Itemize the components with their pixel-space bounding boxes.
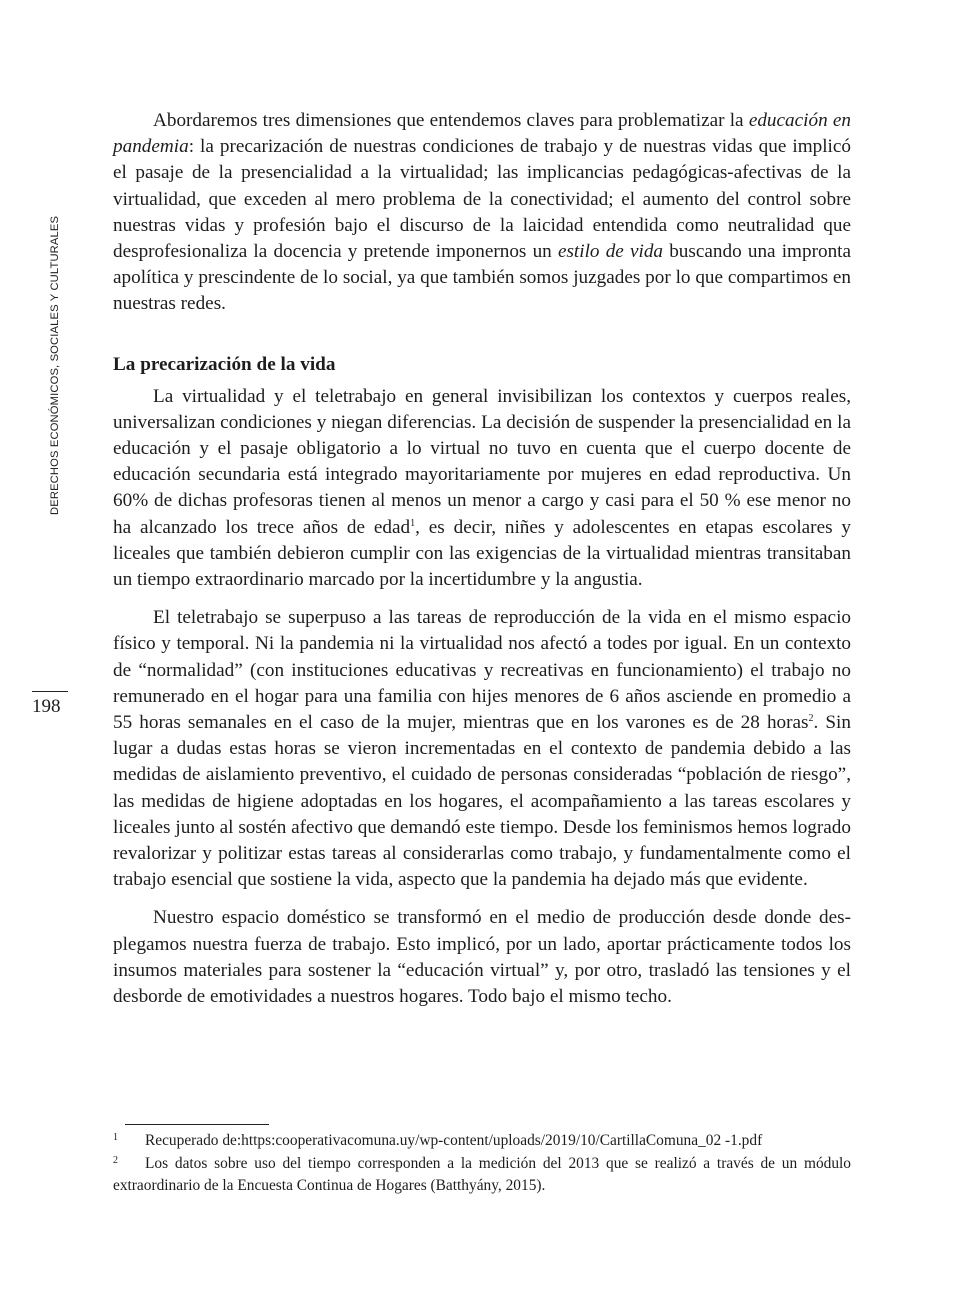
paragraph-2-text-b: , es decir, niñes y adolescentes en etapas escolares y liceales que también debieron cumplir con las exigencias de la virtualidad mientras transitaban un tiempo extraordinario marcado por la incertidumbre y la angustia. — [113, 516, 852, 591]
paragraph-2-text-a: La virtualidad y el teletrabajo en general invisibilizan los contextos y cuerpos reales, universalizan condiciones y niegan diferencias. La decisión de suspender la presencialidad en la educación y el pasaje obligatorio a lo virtual no tuvo en cuenta que el cuerpo docente de educación secundaria está integrado mayoritariamente por mujeres en edad reproductiva. Un 60% de dichas profesoras tienen al menos un menor a cargo y casi para el 50 % ese menor no ha alcanzado los trece años de edad — [113, 385, 851, 538]
paragraph-3-text-b: . Sin lugar a dudas estas horas se vieron incrementadas en el contexto de pandemia debido a las medidas de aislamiento preventivo, el cuidado de personas consideradas “población de riesgo”, las medidas de higiene adoptadas en los hogares, el acompañamiento a las tareas escolares y liceales junto al sostén afectivo que demandó este tiempo. Desde los feminismos hemos logrado revalorizar y politizar estas tareas al considerarlas como trabajo, y fundamentalmente como el trabajo esencial que sostiene la vida, aspecto que la pandemia ha dejado más que evidente. — [113, 712, 851, 891]
paragraph-1-emphasis-b: estilo de vida — [557, 241, 664, 263]
paragraph-2 — [113, 384, 851, 594]
footnote-1: 1 Recuperado de:https:cooperativacomuna.uy/wp-content/uploads/2019/10/CartillaComuna_02 -1.pdf — [113, 1132, 763, 1149]
footnote-1-text: Recuperado de:https:cooperativacomuna.uy/wp-content/uploads/2019/10/CartillaComuna_02 -1.pdf — [145, 1132, 763, 1149]
section-heading: La precarización de la vida — [113, 353, 336, 375]
footnote-2: 2 Los datos sobre uso del tiempo corresponden a la medición del 2013 que se realizó a través de un módulo extraordinario de la Encuesta Continua de Hogares (Batthyány, 2015). — [113, 1154, 851, 1194]
footnote-ref-1[interactable]: 1 — [410, 517, 416, 529]
paragraph-1-text-a: Abordaremos tres dimensiones que entendemos claves para problematizar la — [153, 110, 749, 131]
paragraph-1-emphasis-a: educación en pandemia — [113, 110, 851, 158]
page-number-rule — [32, 691, 68, 692]
footnote-rule — [125, 1124, 269, 1125]
page-number: 198 — [32, 696, 61, 717]
paragraph-3-text-a: El teletrabajo se superpuso a las tareas de reproducción de la vida en el mismo espacio físico y temporal. Ni la pandemia ni la virtualidad nos afectó a todes por igual. En un contexto de “normalidad” (con instituciones educativas y recreativas en funcionamiento) el trabajo no remunerado en el hogar para una familia con hijes menores de 6 años asciende en promedio a 55 horas semanales en el caso de la mujer, mientras que en los varones es de 28 horas — [113, 607, 851, 734]
body-text — [113, 108, 851, 1022]
footnotes — [113, 1130, 851, 1198]
paragraph-3 — [113, 605, 851, 893]
footnote-2-text: Los datos sobre uso del tiempo corresponden a la medición del 2013 que se realizó a través de un módulo extraordinario de la Encuesta Continua de Hogares (Batthyány, 2015). — [113, 1154, 851, 1194]
paragraph-4: Nuestro espacio doméstico se transformó en el medio de producción desde donde desplegamos nuestra fuerza de trabajo. Esto implicó, por un lado, aportar prácticamente todos los insumos materiales para sostener la “educación virtual” y, por otro, trasladó las tensiones y el desborde de emotividades a nuestros hogares. Todo bajo el mismo techo. — [113, 907, 851, 1008]
paragraph-1-text-b: : la precarización de nuestras condiciones de trabajo y de nuestras vidas que implicó el pasaje de la presencialidad a la virtualidad; las implicancias pedagógicas-afectivas de la virtualidad, que exceden al mero problema de la conectividad; el aumento del control sobre nuestras vidas y profesión bajo el discurso de la laicidad entendida como neutralidad que desprofesionaliza la docencia y pretende imponernos un — [113, 136, 851, 263]
running-head: DERECHOS ECONÓMICOS, SOCIALES Y CULTURALES — [49, 215, 61, 515]
paragraph-1-text-c: buscando una impronta apolítica y prescindente de lo social, ya que también somos juzgades por lo que compartimos en nuestras redes. — [113, 241, 852, 315]
paragraph-1 — [113, 108, 851, 318]
footnote-ref-2[interactable]: 2 — [808, 713, 814, 725]
